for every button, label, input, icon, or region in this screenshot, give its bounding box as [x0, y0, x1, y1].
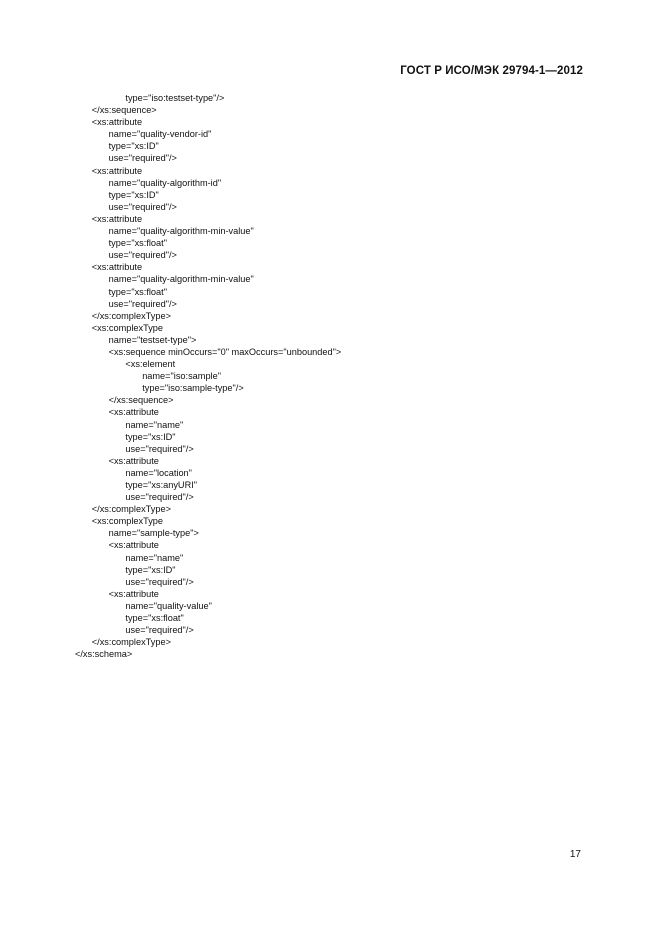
code-line: <xs:complexType	[91, 322, 164, 333]
code-line: name="quality-value"	[125, 600, 212, 611]
code-line: use="required"/>	[125, 625, 194, 636]
code-line: name="iso:sample"	[142, 371, 221, 382]
code-line: name="quality-vendor-id"	[108, 129, 212, 140]
code-line: use="required"/>	[125, 492, 194, 503]
code-line: type="iso:sample-type"/>	[142, 383, 244, 394]
code-line: <xs:sequence minOccurs="0" maxOccurs="unbounded">	[108, 346, 342, 357]
code-line: <xs:element	[125, 359, 176, 370]
code-line: name="location"	[125, 467, 192, 478]
code-line: <xs:complexType	[91, 516, 164, 527]
code-line: name="name"	[125, 552, 184, 563]
code-line: type="xs:float"	[108, 286, 167, 297]
code-line: name="quality-algorithm-min-value"	[108, 226, 254, 237]
code-line: type="xs:float"	[108, 238, 167, 249]
code-line: type="xs:ID"	[125, 564, 176, 575]
code-line: name="testset-type">	[108, 334, 197, 345]
code-line: use="required"/>	[108, 201, 177, 212]
code-line: <xs:attribute	[108, 455, 159, 466]
code-line: </xs:complexType>	[91, 310, 171, 321]
code-line: </xs:sequence>	[108, 395, 174, 406]
code-line: name="quality-algorithm-min-value"	[108, 274, 254, 285]
code-line: <xs:attribute	[91, 262, 143, 273]
code-line: type="xs:ID"	[108, 141, 159, 152]
code-line: </xs:schema>	[75, 649, 133, 660]
xml-schema-code-block	[75, 92, 341, 660]
code-line: type="xs:ID"	[108, 189, 159, 200]
code-line: </xs:complexType>	[91, 637, 171, 648]
code-line: <xs:attribute	[91, 165, 143, 176]
code-line: use="required"/>	[108, 298, 177, 309]
code-line: </xs:sequence>	[91, 105, 157, 116]
code-line: </xs:complexType>	[91, 504, 171, 515]
code-line: use="required"/>	[108, 250, 177, 261]
code-line: type="xs:ID"	[125, 431, 176, 442]
code-line: <xs:attribute	[108, 540, 159, 551]
code-line: type="iso:testset-type"/>	[125, 93, 225, 103]
code-line: name="sample-type">	[108, 528, 199, 539]
code-line: name="quality-algorithm-id"	[108, 177, 222, 188]
code-line: <xs:attribute	[91, 117, 143, 128]
code-line: use="required"/>	[125, 576, 194, 587]
code-line: <xs:attribute	[108, 407, 159, 418]
code-line: name="name"	[125, 419, 184, 430]
code-line: type="xs:float"	[125, 613, 184, 624]
document-standard-header: ГОСТ Р ИСО/МЭК 29794-1—2012	[400, 65, 583, 77]
code-line: use="required"/>	[108, 153, 177, 164]
code-line: <xs:attribute	[91, 213, 143, 224]
code-line: <xs:attribute	[108, 588, 159, 599]
code-line: type="xs:anyURI"	[125, 480, 198, 490]
page-number: 17	[569, 849, 581, 860]
code-line: use="required"/>	[125, 443, 194, 454]
